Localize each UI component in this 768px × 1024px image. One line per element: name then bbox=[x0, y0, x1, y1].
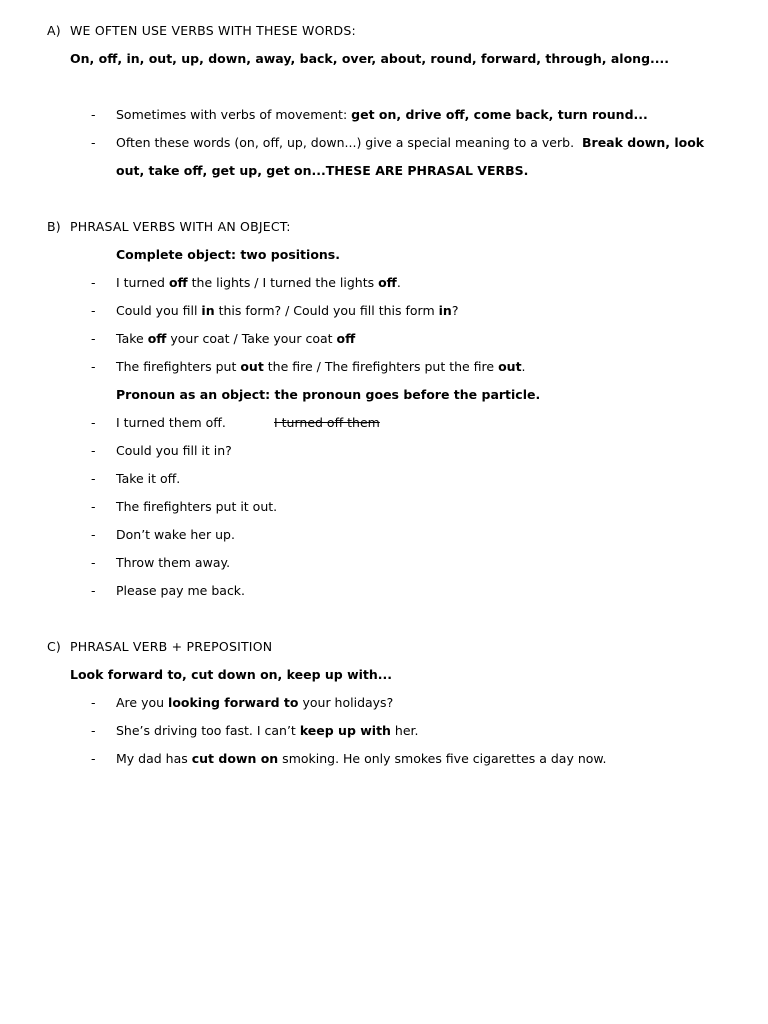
section-a-words: On, off, in, out, up, down, away, back, over, about, round, forward, through, along.... bbox=[70, 51, 670, 66]
bold-text: get on, drive off, come back, turn round... bbox=[351, 107, 648, 122]
bold-text: off bbox=[168, 275, 188, 290]
list-dash: - bbox=[91, 107, 96, 122]
plain-text: My dad has bbox=[116, 751, 192, 766]
list-item-text bbox=[116, 331, 355, 347]
plain-text: your coat / Take your coat bbox=[166, 331, 337, 346]
plain-text: Sometimes with verbs of movement: bbox=[116, 107, 352, 122]
bold-text: keep up with bbox=[299, 723, 391, 738]
list-dash: - bbox=[91, 471, 96, 486]
plain-text: the lights / I turned the lights bbox=[187, 275, 379, 290]
plain-text: . bbox=[521, 359, 526, 374]
bold-text: off bbox=[147, 331, 167, 346]
list-item-text: Throw them away. bbox=[116, 555, 231, 570]
bold-text: in bbox=[201, 303, 215, 318]
list-item-text bbox=[116, 695, 393, 711]
bold-text: looking forward to bbox=[168, 695, 299, 710]
section-b-letter: B) bbox=[47, 219, 61, 234]
section-b-heading: PHRASAL VERBS WITH AN OBJECT: bbox=[70, 219, 291, 234]
list-item-text: Take it off. bbox=[116, 471, 181, 486]
plain-text: your holidays? bbox=[298, 695, 394, 710]
list-dash: - bbox=[91, 555, 96, 570]
plain-text: her. bbox=[390, 723, 419, 738]
list-item-text bbox=[116, 135, 704, 151]
plain-text: The firefighters put bbox=[116, 359, 241, 374]
section-c-letter: C) bbox=[47, 639, 62, 654]
plain-text: Take bbox=[116, 331, 148, 346]
list-item-text bbox=[116, 751, 606, 767]
section-b-sub2: Pronoun as an object: the pronoun goes before the particle. bbox=[116, 387, 541, 402]
list-dash: - bbox=[91, 331, 96, 346]
list-dash: - bbox=[91, 135, 96, 150]
list-item-text: Could you fill it in? bbox=[116, 443, 232, 458]
list-item-text bbox=[116, 359, 526, 375]
bold-text: off bbox=[378, 275, 397, 290]
list-dash: - bbox=[91, 583, 96, 598]
phrasal-verbs-statement: out, take off, get up, get on...THESE ARE PHRASAL VERBS. bbox=[116, 163, 529, 178]
section-c-heading: PHRASAL VERB + PREPOSITION bbox=[70, 639, 273, 654]
list-item-text: Please pay me back. bbox=[116, 583, 246, 598]
list-item-text bbox=[116, 303, 458, 319]
list-dash: - bbox=[91, 527, 96, 542]
section-a-letter: A) bbox=[47, 23, 61, 38]
plain-text: Could you fill bbox=[116, 303, 202, 318]
list-item-text: I turned them off. bbox=[116, 415, 226, 430]
list-dash: - bbox=[91, 751, 96, 766]
bold-text: Break down, look bbox=[582, 135, 705, 150]
plain-text: . bbox=[396, 275, 401, 290]
list-dash: - bbox=[91, 499, 96, 514]
list-item-text bbox=[116, 107, 648, 123]
bold-text: out bbox=[240, 359, 264, 374]
list-item-text bbox=[116, 275, 401, 291]
plain-text: this form? / Could you fill this form bbox=[214, 303, 439, 318]
section-c-sub: Look forward to, cut down on, keep up with... bbox=[70, 667, 393, 682]
incorrect-example-strikethrough: I turned off them bbox=[274, 415, 380, 430]
plain-text: Often these words (on, off, up, down...) give a special meaning to a verb. bbox=[116, 135, 582, 150]
bold-text: cut down on bbox=[191, 751, 279, 766]
plain-text: ? bbox=[451, 303, 459, 318]
list-dash: - bbox=[91, 723, 96, 738]
list-dash: - bbox=[91, 415, 96, 430]
list-dash: - bbox=[91, 695, 96, 710]
bold-text: off bbox=[336, 331, 356, 346]
list-dash: - bbox=[91, 303, 96, 318]
plain-text: She’s driving too fast. I can’t bbox=[116, 723, 300, 738]
list-dash: - bbox=[91, 359, 96, 374]
plain-text: I turned bbox=[116, 275, 169, 290]
section-a-heading: WE OFTEN USE VERBS WITH THESE WORDS: bbox=[70, 23, 356, 38]
section-b-sub1: Complete object: two positions. bbox=[116, 247, 340, 262]
plain-text: Are you bbox=[116, 695, 169, 710]
plain-text: the fire / The firefighters put the fire bbox=[263, 359, 499, 374]
list-item-text: The firefighters put it out. bbox=[116, 499, 278, 514]
list-dash: - bbox=[91, 443, 96, 458]
bold-text: in bbox=[438, 303, 452, 318]
list-dash: - bbox=[91, 275, 96, 290]
plain-text: smoking. He only smokes five cigarettes a day now. bbox=[278, 751, 607, 766]
bold-text: out bbox=[498, 359, 522, 374]
list-item-text bbox=[116, 723, 419, 739]
list-item-text: Don’t wake her up. bbox=[116, 527, 235, 542]
